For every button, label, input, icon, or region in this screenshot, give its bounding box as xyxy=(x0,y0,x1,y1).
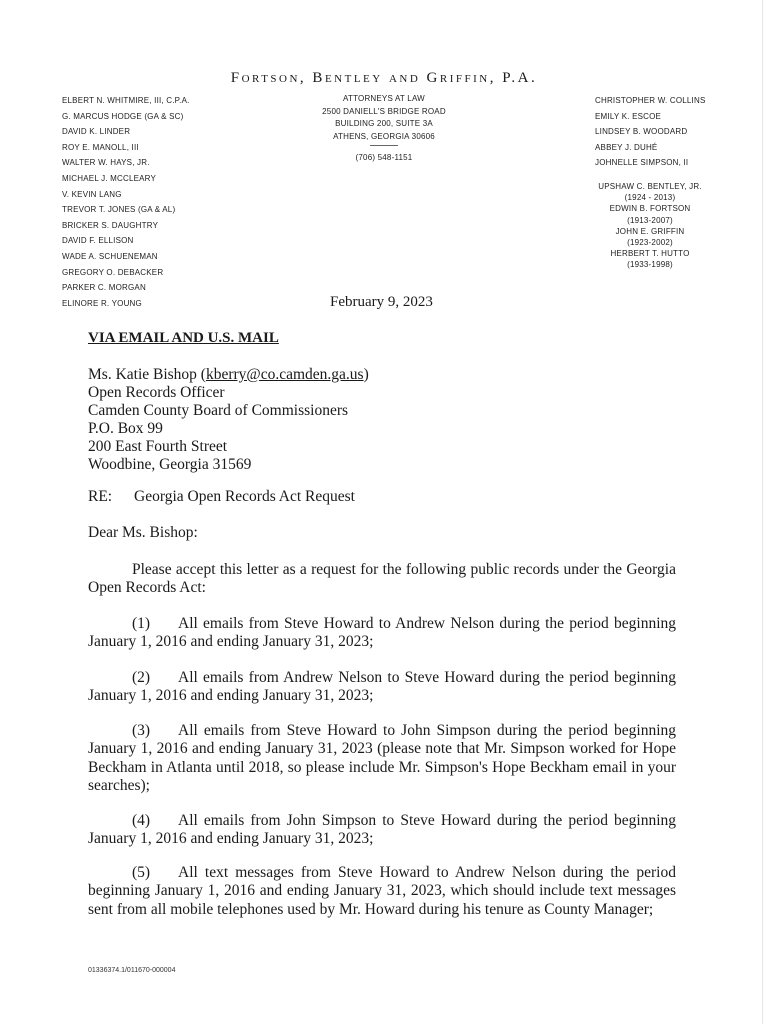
recipient-po-box: P.O. Box 99 xyxy=(88,420,163,437)
associate-list xyxy=(595,93,706,171)
request-item xyxy=(88,722,676,795)
divider xyxy=(370,145,398,146)
partner-name: V. KEVIN LANG xyxy=(62,189,122,199)
item-text: All emails from Andrew Nelson to Steve Howard during the period beginning January 1, 2016 and ending January 31, 2023; xyxy=(88,669,676,705)
partner-name: ROY E. MANOLL, III xyxy=(62,142,139,152)
firm-city: ATHENS, GEORGIA 30606 xyxy=(333,131,435,141)
delivery-method: VIA EMAIL AND U.S. MAIL xyxy=(88,330,279,346)
item-number: (4) xyxy=(132,812,151,829)
recipient-org: Camden County Board of Commissioners xyxy=(88,402,349,419)
subject-text: Georgia Open Records Act Request xyxy=(134,488,355,505)
partner-name: WADE A. SCHUENEMAN xyxy=(62,251,158,261)
intro-paragraph: Please accept this letter as a request for the following public records under the Georgia Open Records Act: xyxy=(88,561,676,597)
firm-tagline: ATTORNEYS AT LAW xyxy=(343,94,425,103)
request-item xyxy=(88,812,676,849)
item-text: All emails from John Simpson to Steve Howard during the period beginning January 1, 2016 and ending January 31, 2023; xyxy=(88,812,676,848)
associate-name: JOHNELLE SIMPSON, II xyxy=(595,158,689,168)
memorial-name: JOHN E. GRIFFIN xyxy=(615,226,685,236)
partner-name: MICHAEL J. MCCLEARY xyxy=(62,173,157,183)
item-number: (5) xyxy=(132,864,151,881)
memorial-years: (1933-1998) xyxy=(627,260,673,270)
partner-name: ELINORE R. YOUNG xyxy=(62,298,142,308)
memorial-years: (1913-2007) xyxy=(627,215,673,225)
firm-phone: (706) 548-1151 xyxy=(355,153,413,162)
recipient-name: Ms. Katie Bishop ( xyxy=(88,366,206,383)
partner-name: BRICKER S. DAUGHTRY xyxy=(62,220,159,230)
letter-date: February 9, 2023 xyxy=(330,294,433,310)
item-number: (1) xyxy=(132,615,151,632)
partner-name: DAVID F. ELLISON xyxy=(62,236,134,246)
associate-name: ABBEY J. DUHÉ xyxy=(595,142,658,152)
partner-list xyxy=(62,93,190,311)
partner-name: PARKER C. MORGAN xyxy=(62,283,146,293)
firm-suite: BUILDING 200, SUITE 3A xyxy=(335,119,433,128)
firm-street: 2500 DANIELL'S BRIDGE ROAD xyxy=(322,106,446,116)
page-edge-shadow xyxy=(762,0,763,1024)
associate-name: CHRISTOPHER W. COLLINS xyxy=(595,96,706,105)
request-item xyxy=(88,669,676,706)
partner-name: ELBERT N. WHITMIRE, III, C.P.A. xyxy=(62,96,190,105)
recipient-email-link[interactable]: kberry@co.camden.ga.us xyxy=(205,366,364,383)
item-text: All emails from Steve Howard to Andrew Nelson during the period beginning January 1, 2016 and ending January 31, 2023; xyxy=(88,615,676,651)
document-id: 01336374.1/011670-000004 xyxy=(88,967,176,974)
partner-name: WALTER W. HAYS, JR. xyxy=(62,158,150,168)
memorial-years: (1923-2002) xyxy=(627,238,673,248)
item-text: All text messages from Steve Howard to Andrew Nelson during the period beginning January 1, 2016 and ending January 31, 2023, which should include text messages sent from all mobile telephones used by Mr. Howard during his tenure as County Manager; xyxy=(88,864,676,918)
memorial-name: EDWIN B. FORTSON xyxy=(609,204,691,214)
subject-label: RE: xyxy=(88,488,113,505)
recipient-name-line xyxy=(88,366,369,384)
recipient-name-close: ) xyxy=(363,366,369,383)
recipient-address xyxy=(88,366,369,474)
firm-address-block xyxy=(284,93,484,165)
item-number: (2) xyxy=(132,669,151,686)
partner-name: G. MARCUS HODGE (GA & SC) xyxy=(62,111,184,121)
request-item xyxy=(88,864,676,919)
partner-name: DAVID K. LINDER xyxy=(62,127,131,137)
request-item xyxy=(88,615,676,652)
memorial-list xyxy=(590,181,710,271)
associate-name: LINDSEY B. WOODARD xyxy=(595,127,688,137)
partner-name: TREVOR T. JONES (GA & AL) xyxy=(62,205,176,215)
memorial-name: UPSHAW C. BENTLEY, JR. xyxy=(598,182,702,191)
recipient-street: 200 East Fourth Street xyxy=(88,438,228,455)
firm-name: Fortson, Bentley and Griffin, P.A. xyxy=(230,70,538,86)
partner-name: GREGORY O. DEBACKER xyxy=(62,267,164,277)
item-text: All emails from Steve Howard to John Simpson during the period beginning January 1, 2016 and ending January 31, 2023 (please note that Mr. Simpson worked for Hope Beckham in Atlanta until 2018, so please include Mr. Simpson's Hope Beckham email in your searches); xyxy=(88,722,676,794)
memorial-name: HERBERT T. HUTTO xyxy=(610,249,690,259)
memorial-years: (1924 - 2013) xyxy=(624,193,676,203)
item-number: (3) xyxy=(132,722,151,739)
subject-line xyxy=(88,488,355,506)
associate-name: EMILY K. ESCOE xyxy=(595,111,662,121)
recipient-title: Open Records Officer xyxy=(88,384,225,401)
recipient-city: Woodbine, Georgia 31569 xyxy=(88,456,252,473)
salutation: Dear Ms. Bishop: xyxy=(88,524,198,541)
